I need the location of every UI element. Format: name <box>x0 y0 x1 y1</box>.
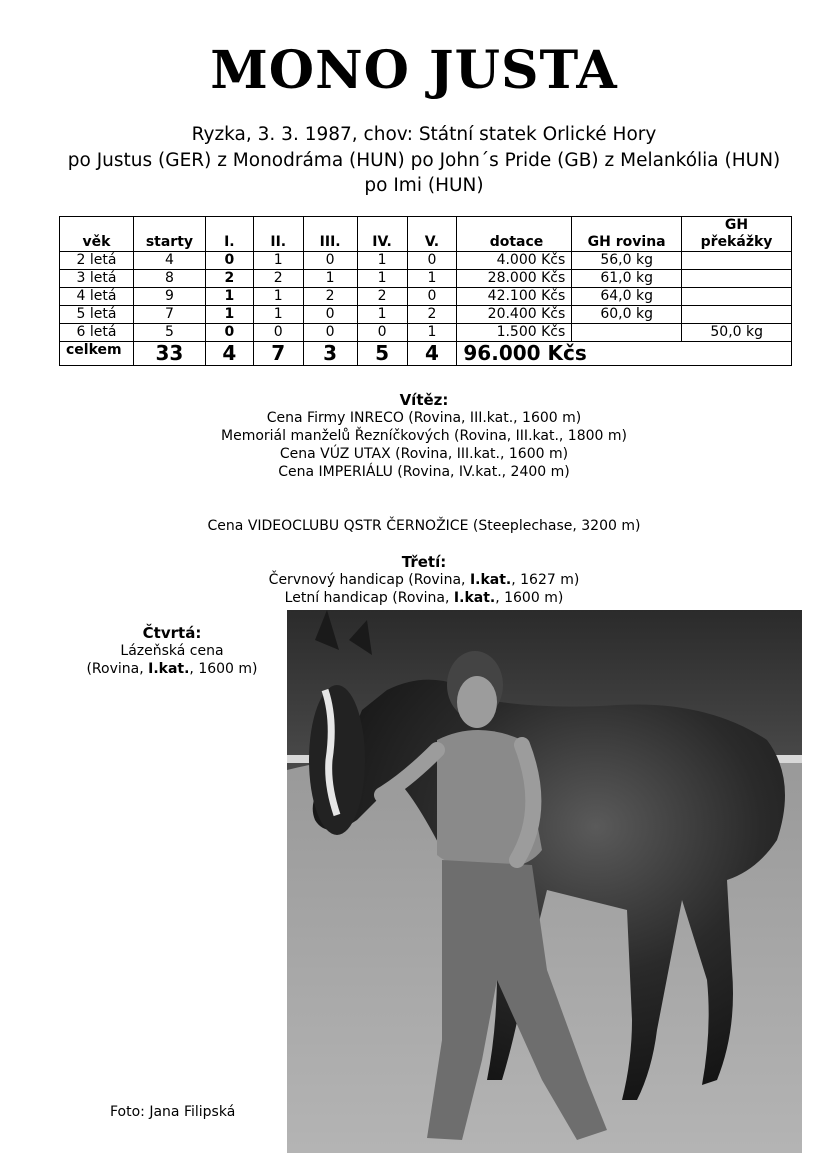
winner-race: Memoriál manželů Řezníčkových (Rovina, III.kat., 1800 m) <box>221 428 627 444</box>
cell-fifth: 0 <box>407 252 457 270</box>
header-age: věk <box>60 217 134 252</box>
info-line-2: po Justus (GER) z Monodráma (HUN) po John´s Pride (GB) z Melankólia (HUN) <box>67 150 781 171</box>
cell-first: 1 <box>205 288 253 306</box>
cell-first: 0 <box>205 252 253 270</box>
cell-gh-jump: 50,0 kg <box>682 324 792 342</box>
cell-fifth: 1 <box>407 270 457 288</box>
header-starts: starty <box>133 217 205 252</box>
fourth-race: Lázeňská cena <box>120 643 224 659</box>
cell-age: 5 letá <box>60 306 134 324</box>
table-row <box>60 288 792 306</box>
cell-fourth: 0 <box>357 324 407 342</box>
cell-third: 2 <box>303 288 357 306</box>
table-row <box>60 306 792 324</box>
cell-second: 0 <box>253 324 303 342</box>
header-fifth: V. <box>407 217 457 252</box>
fourth-heading: Čtvrtá: <box>142 624 202 642</box>
cell-gh-flat: 64,0 kg <box>572 288 682 306</box>
cell-money: 28.000 Kčs <box>457 270 572 288</box>
table-row <box>60 324 792 342</box>
cell-third: 0 <box>303 252 357 270</box>
cell-third: 1 <box>303 270 357 288</box>
cell-fourth: 1 <box>357 252 407 270</box>
info-line-1: Ryzka, 3. 3. 1987, chov: Státní statek Orlické Hory <box>191 124 657 145</box>
winner-section <box>0 391 828 481</box>
horse-name-title: MONO JUSTA <box>210 40 618 101</box>
fourth-section <box>72 624 272 678</box>
cell-money: 1.500 Kčs <box>457 324 572 342</box>
header-second: II. <box>253 217 303 252</box>
third-race: Červnový handicap (Rovina, I.kat., 1627 m) <box>268 572 580 588</box>
total-starts: 33 <box>133 342 205 366</box>
third-race: Letní handicap (Rovina, I.kat., 1600 m) <box>284 590 564 606</box>
cell-age: 4 letá <box>60 288 134 306</box>
cell-gh-jump <box>682 288 792 306</box>
cell-second: 1 <box>253 288 303 306</box>
cell-age: 2 letá <box>60 252 134 270</box>
results-table <box>59 216 792 366</box>
cell-second: 2 <box>253 270 303 288</box>
cell-fourth: 2 <box>357 288 407 306</box>
header-fourth: IV. <box>357 217 407 252</box>
horse-photo <box>287 610 802 1153</box>
cell-fourth: 1 <box>357 306 407 324</box>
total-third: 3 <box>303 342 357 366</box>
total-second: 7 <box>253 342 303 366</box>
total-fifth: 4 <box>407 342 457 366</box>
table-row <box>60 270 792 288</box>
cell-money: 20.400 Kčs <box>457 306 572 324</box>
cell-money: 42.100 Kčs <box>457 288 572 306</box>
header-first: I. <box>205 217 253 252</box>
cell-age: 3 letá <box>60 270 134 288</box>
total-fourth: 5 <box>357 342 407 366</box>
cell-second: 1 <box>253 252 303 270</box>
cell-gh-flat <box>572 324 682 342</box>
header-gh-flat: GH rovina <box>572 217 682 252</box>
info-line-3: po Imi (HUN) <box>364 175 484 196</box>
header-third: III. <box>303 217 357 252</box>
table-header-row <box>60 217 792 252</box>
cell-starts: 9 <box>133 288 205 306</box>
winner-race: Cena IMPERIÁLU (Rovina, IV.kat., 2400 m) <box>278 464 570 480</box>
cell-fifth: 2 <box>407 306 457 324</box>
winner-race: Cena VÚZ UTAX (Rovina, III.kat., 1600 m) <box>279 446 569 462</box>
cell-fourth: 1 <box>357 270 407 288</box>
cell-first: 0 <box>205 324 253 342</box>
total-first: 4 <box>205 342 253 366</box>
cell-first: 2 <box>205 270 253 288</box>
cell-gh-flat: 56,0 kg <box>572 252 682 270</box>
winner-heading: Vítěz: <box>399 391 449 409</box>
total-label: celkem <box>60 342 134 366</box>
photo-credit: Foto: Jana Filipská <box>110 1104 236 1120</box>
cell-age: 6 letá <box>60 324 134 342</box>
table-row <box>60 252 792 270</box>
winner-race: Cena Firmy INRECO (Rovina, III.kat., 1600 m) <box>266 410 582 426</box>
header-gh-jump: GH překážky <box>682 217 792 252</box>
cell-fifth: 0 <box>407 288 457 306</box>
cell-starts: 8 <box>133 270 205 288</box>
third-section <box>0 553 828 607</box>
cell-starts: 5 <box>133 324 205 342</box>
cell-third: 0 <box>303 306 357 324</box>
cell-second: 1 <box>253 306 303 324</box>
total-money: 96.000 Kčs <box>457 342 792 366</box>
cell-starts: 4 <box>133 252 205 270</box>
winner-steeplechase: Cena VIDEOCLUBU QSTR ČERNOŽICE (Steeplechase, 3200 m) <box>207 518 641 534</box>
cell-money: 4.000 Kčs <box>457 252 572 270</box>
fourth-race-detail: (Rovina, I.kat., 1600 m) <box>86 661 258 677</box>
header-money: dotace <box>457 217 572 252</box>
cell-gh-jump <box>682 270 792 288</box>
cell-gh-jump <box>682 306 792 324</box>
cell-gh-flat: 61,0 kg <box>572 270 682 288</box>
cell-fifth: 1 <box>407 324 457 342</box>
cell-gh-jump <box>682 252 792 270</box>
cell-gh-flat: 60,0 kg <box>572 306 682 324</box>
cell-first: 1 <box>205 306 253 324</box>
cell-starts: 7 <box>133 306 205 324</box>
third-heading: Třetí: <box>401 553 447 571</box>
table-total-row <box>60 342 792 366</box>
cell-third: 0 <box>303 324 357 342</box>
